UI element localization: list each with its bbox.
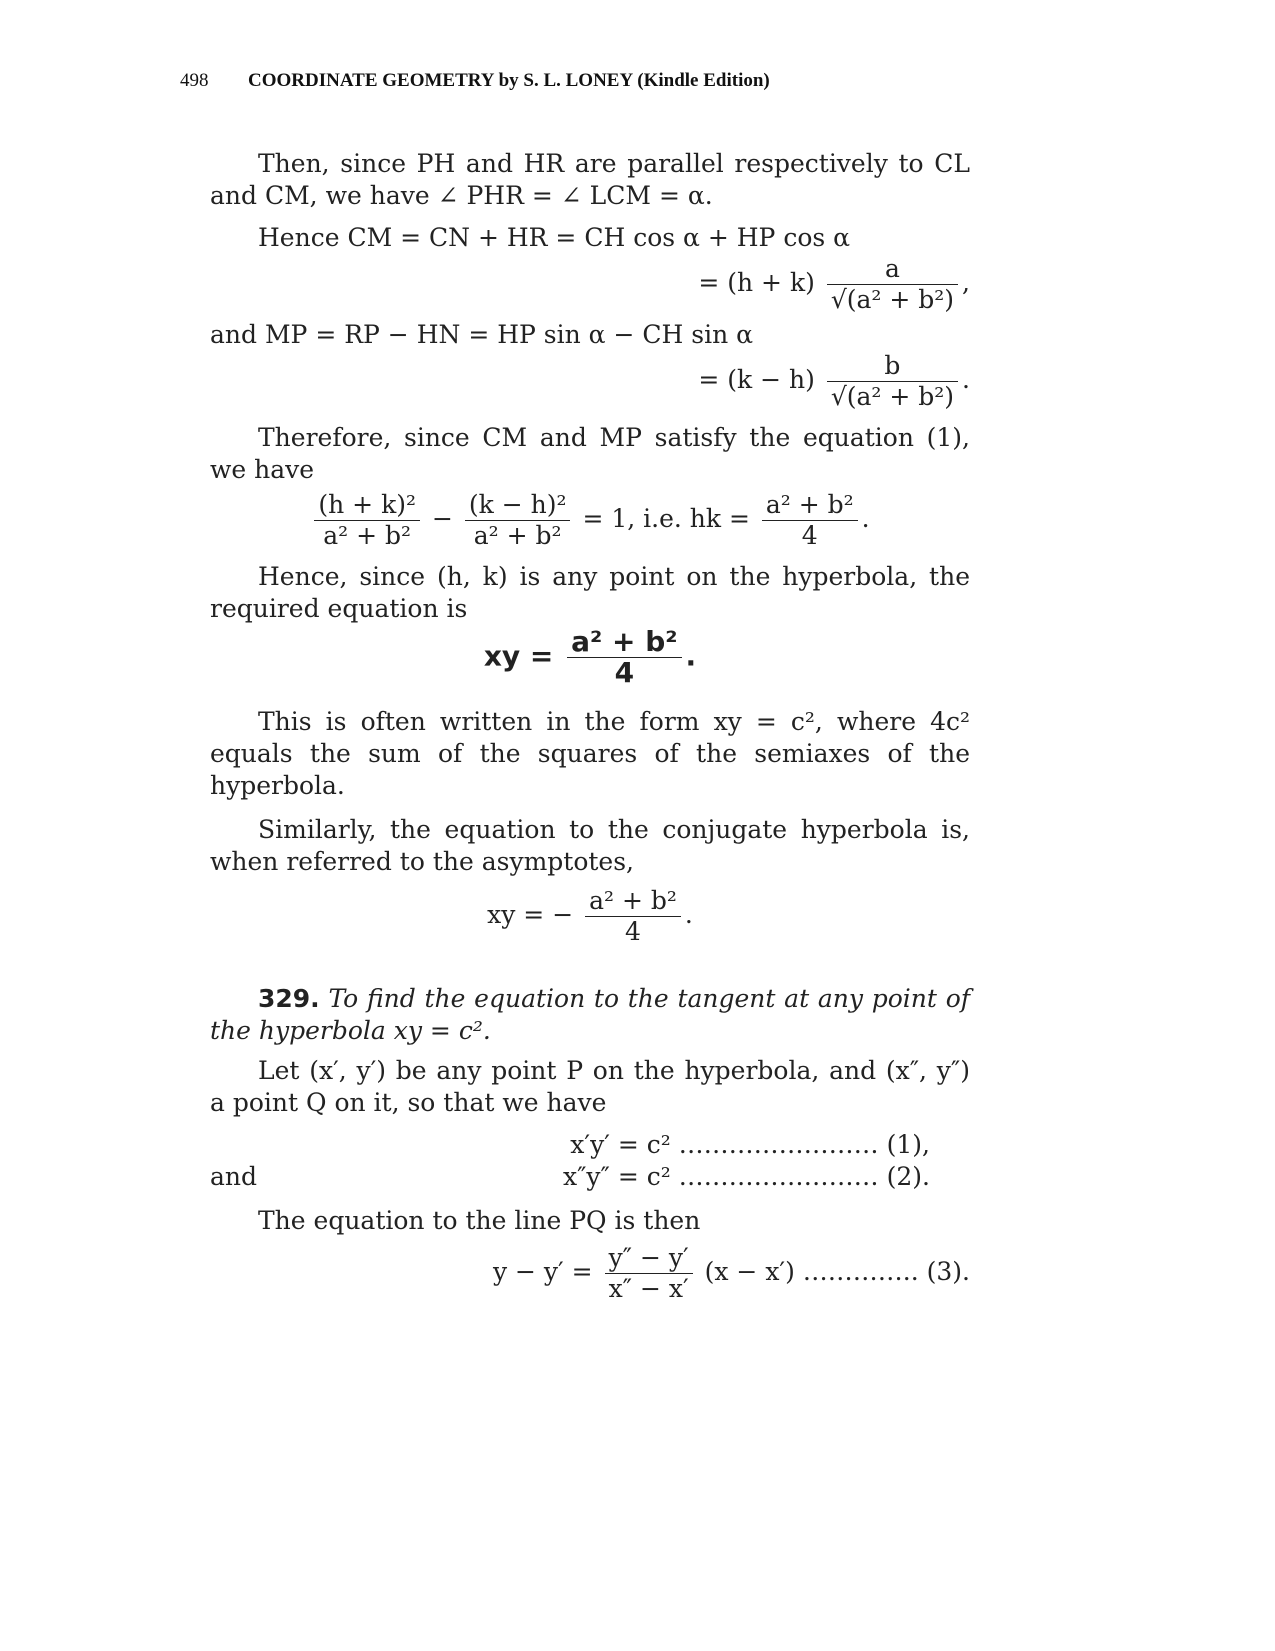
book-title: COORDINATE GEOMETRY by S. L. LONEY (Kindle Edition) [248,70,770,91]
section-number: 329. [258,984,320,1013]
equation-7: and x″y″ = c² …………………… (2). [210,1162,930,1191]
paragraph-8: Let (x′, y′) be any point P on the hyperbola, and (x″, y″) a point Q on it, so that we have [210,1056,970,1117]
paragraph-5: Hence, since (h, k) is any point on the hyperbola, the required equation is [210,562,970,623]
equation-5: xy = − $\frac{\text{a² + b²}}{4}$ . [487,886,693,946]
paragraph-3: and MP = RP − HN = HP sin α − CH sin α [210,320,754,349]
paragraph-7: Similarly, the equation to the conjugate hyperbola is, when referred to the asymptotes, [210,815,970,876]
equation-3: $\frac{\text{(h + k)²}}{\text{a² + b²}}$ − $\frac{\text{(k − h)²}}{\text{a² + b²}}$ = 1, i.e. hk = $\frac{\text{a² + b²}}{4}$ . [210,490,970,551]
equation-6: x′y′ = c² …………………… (1), [570,1130,930,1159]
running-header [180,70,770,92]
equation-2: = (k − h) $\frac{b}{\text{√(a² + b²)}}$ . [698,351,970,411]
equation-8: y − y′ = $\frac{y'' - y'}{x'' - x'}$ (x − x′) ………….. (3). [492,1243,970,1303]
paragraph-1: Then, since PH and HR are parallel respectively to CL and CM, we have ∠ PHR = ∠ LCM = α. [210,149,970,210]
equation-1: = (h + k) $\frac{a}{\text{√(a² + b²)}}$ , [698,254,970,314]
fraction: $\frac{b}{\text{√(a² + b²)}}$ [827,351,958,412]
page-body [210,148,970,1304]
paragraph-4: Therefore, since CM and MP satisfy the equation (1), we have [210,423,970,484]
section-title: To find the equation to the tangent at any point of the hyperbola xy = c². [210,984,970,1045]
page-number: 498 [180,70,209,91]
paragraph-6: This is often written in the form xy = c², where 4c² equals the sum of the squares of the semiaxes of the hyperbola. [210,707,970,800]
paragraph-2: Hence CM = CN + HR = CH cos α + HP cos α [258,223,851,252]
fraction: $\frac{a}{\text{√(a² + b²)}}$ [827,254,958,315]
paragraph-9: The equation to the line PQ is then [258,1206,701,1235]
section-heading [210,983,970,1047]
equation-4: xy = $\frac{\text{a² + b²}}{4}$ . [483,625,697,689]
